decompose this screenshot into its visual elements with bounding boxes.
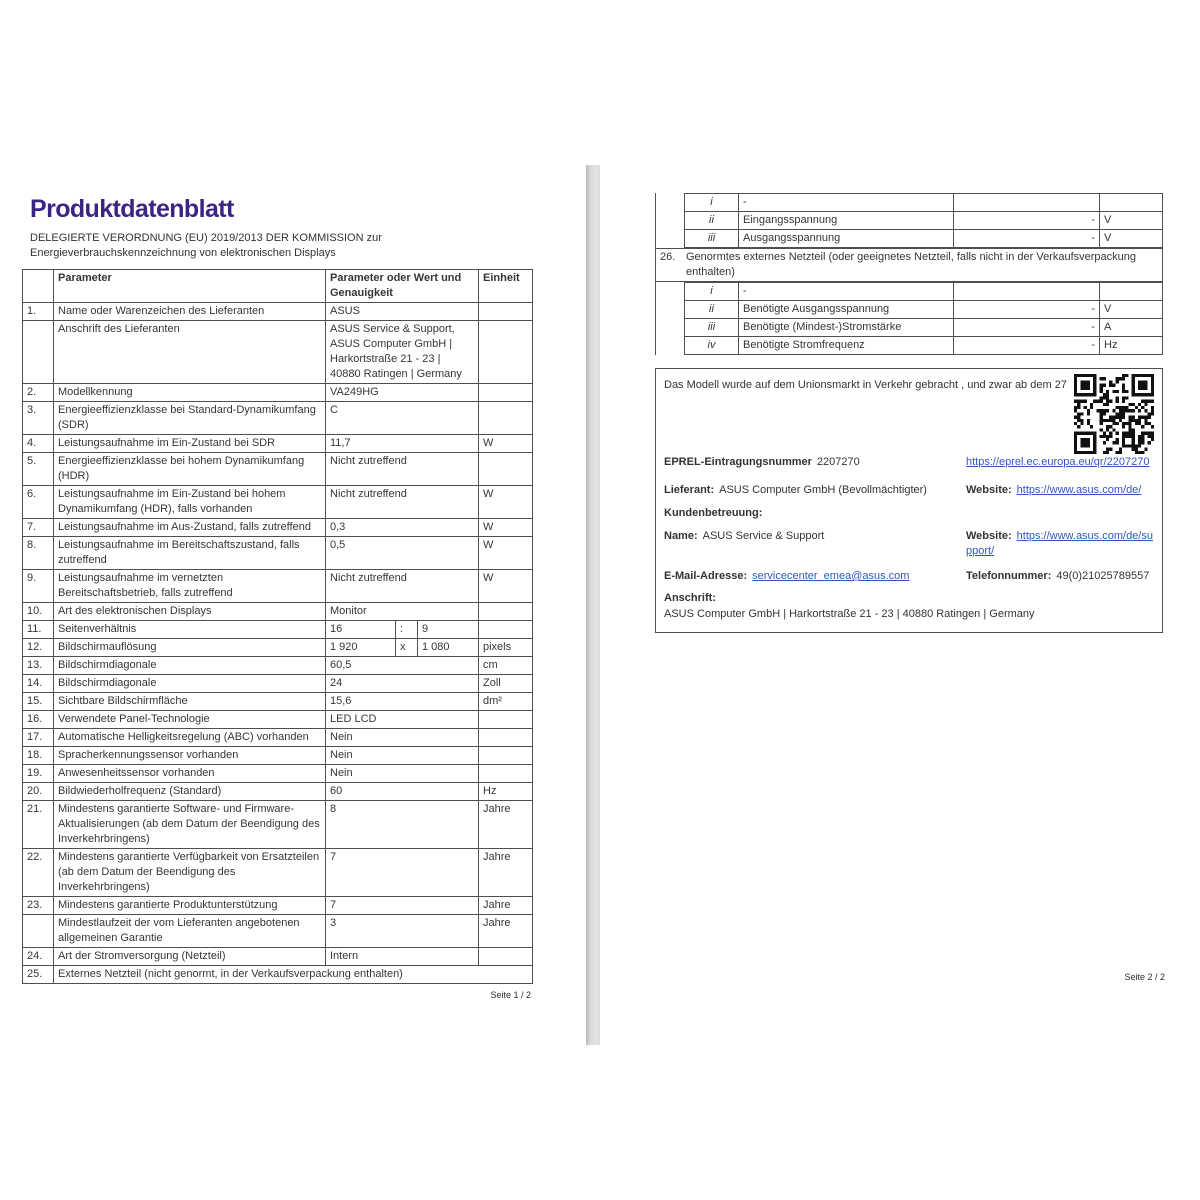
- row-roman-numeral: ii: [685, 301, 739, 319]
- row-value: Nicht zutreffend: [326, 486, 479, 519]
- product-data-table: [22, 269, 533, 984]
- table-row: [23, 897, 533, 915]
- table-row: [23, 537, 533, 570]
- table-row: [23, 453, 533, 486]
- table-row: [23, 849, 533, 897]
- address-label: Anschrift:: [664, 592, 716, 604]
- support-website-label: Website:: [966, 530, 1012, 542]
- row-parameter: Ausgangsspannung: [739, 230, 954, 248]
- table-row: [23, 639, 533, 657]
- row-value-left: 1 920: [326, 639, 396, 657]
- table-row: [23, 603, 533, 621]
- row-number: 5.: [23, 453, 54, 486]
- row-number: 4.: [23, 435, 54, 453]
- address-value: ASUS Computer GmbH | Harkortstraße 21 - 23 | 40880 Ratingen | Germany: [664, 608, 1035, 620]
- row-parameter: Mindestens garantierte Produktunterstützung: [54, 897, 326, 915]
- row-unit: [479, 621, 533, 639]
- row-unit: [1100, 283, 1163, 301]
- row-unit: V: [1100, 230, 1163, 248]
- row-unit: Jahre: [479, 915, 533, 948]
- row-number: 15.: [23, 693, 54, 711]
- row-value: LED LCD: [326, 711, 479, 729]
- table-row: [23, 402, 533, 435]
- email-row: [664, 569, 1154, 584]
- row-unit: pixels: [479, 639, 533, 657]
- page-2: [655, 193, 1163, 1003]
- psu-subtable-top: [684, 193, 1163, 248]
- table-row: [23, 384, 533, 402]
- qr-code: [1070, 374, 1154, 454]
- header-unit: Einheit: [479, 270, 533, 303]
- row-unit: [479, 765, 533, 783]
- table-row: [685, 230, 1163, 248]
- row-parameter: -: [739, 194, 954, 212]
- row-unit: cm: [479, 657, 533, 675]
- row-number: 17.: [23, 729, 54, 747]
- row-number: 6.: [23, 486, 54, 519]
- name-label: Name:: [664, 530, 698, 542]
- table-header-row: [23, 270, 533, 303]
- eprel-number: 2207270: [816, 456, 860, 468]
- row-unit: [479, 711, 533, 729]
- row-value: Nein: [326, 747, 479, 765]
- row-number: 20.: [23, 783, 54, 801]
- table-row: [23, 321, 533, 384]
- row-unit: [479, 603, 533, 621]
- table-row: [23, 657, 533, 675]
- table-row: [23, 915, 533, 948]
- row-number: 11.: [23, 621, 54, 639]
- row-unit: Jahre: [479, 801, 533, 849]
- row-number: 13.: [23, 657, 54, 675]
- row-unit: W: [479, 537, 533, 570]
- row-unit: W: [479, 486, 533, 519]
- table-row: [23, 486, 533, 519]
- row-unit: [479, 747, 533, 765]
- row-number: 19.: [23, 765, 54, 783]
- row-value: C: [326, 402, 479, 435]
- row-parameter: Verwendete Panel-Technologie: [54, 711, 326, 729]
- eprel-row: [664, 455, 1154, 470]
- row-parameter: Mindestens garantierte Verfügbarkeit von Ersatzteilen (ab dem Datum der Beendigung des Inverkehrbringens): [54, 849, 326, 897]
- header-value: Parameter oder Wert und Genauigkeit: [326, 270, 479, 303]
- row-value-right: 9: [418, 621, 479, 639]
- header-parameter: Parameter: [54, 270, 326, 303]
- supplier-row: [664, 483, 1154, 498]
- row-number: 9.: [23, 570, 54, 603]
- row-parameter: -: [739, 283, 954, 301]
- row-number: 8.: [23, 537, 54, 570]
- page2-footer: Seite 2 / 2: [1124, 972, 1165, 982]
- row-unit: [479, 948, 533, 966]
- row-value: [954, 194, 1100, 212]
- market-line: Das Modell wurde auf dem Unionsmarkt in Verkehr gebracht , und zwar ab dem 27: [664, 379, 1067, 391]
- row-value: 0,3: [326, 519, 479, 537]
- row-roman-numeral: iii: [685, 319, 739, 337]
- row-parameter: Leistungsaufnahme im vernetzten Bereitschaftsbetrieb, falls zutreffend: [54, 570, 326, 603]
- row-unit: V: [1100, 212, 1163, 230]
- eprel-link[interactable]: https://eprel.ec.europa.eu/qr/2207270: [966, 456, 1150, 468]
- page1-footer: Seite 1 / 2: [490, 990, 531, 1000]
- row-roman-numeral: iii: [685, 230, 739, 248]
- row-unit: W: [479, 519, 533, 537]
- row-value: 7: [326, 897, 479, 915]
- table-row: [23, 783, 533, 801]
- row-unit: Jahre: [479, 897, 533, 915]
- row-parameter: Benötigte Ausgangsspannung: [739, 301, 954, 319]
- table-row: [23, 435, 533, 453]
- row-number: 24.: [23, 948, 54, 966]
- row-parameter: Energieeffizienzklasse bei hohem Dynamikumfang (HDR): [54, 453, 326, 486]
- page-title: Produktdatenblatt: [30, 195, 234, 223]
- row-value: 60,5: [326, 657, 479, 675]
- row-parameter: Modellkennung: [54, 384, 326, 402]
- eprel-label: EPREL-Eintragungsnummer: [664, 456, 812, 468]
- row-parameter: Bildschirmauflösung: [54, 639, 326, 657]
- email-label: E-Mail-Adresse:: [664, 570, 748, 582]
- psu-subtable-bottom: [684, 282, 1163, 355]
- row-unit: Jahre: [479, 849, 533, 897]
- row-parameter: Energieeffizienzklasse bei Standard-Dynamikumfang (SDR): [54, 402, 326, 435]
- table-row: [23, 570, 533, 603]
- row-value: VA249HG: [326, 384, 479, 402]
- row-number: 16.: [23, 711, 54, 729]
- service-name-row: [664, 529, 1154, 559]
- row-number: 23.: [23, 897, 54, 915]
- table-row: [23, 621, 533, 639]
- row-roman-numeral: i: [685, 283, 739, 301]
- row-number: 10.: [23, 603, 54, 621]
- row-value-separator: x: [396, 639, 418, 657]
- support-website-link[interactable]: https://www.asus.com/de/support/: [966, 530, 1153, 557]
- row-unit: Zoll: [479, 675, 533, 693]
- row-parameter: Bildschirmdiagonale: [54, 657, 326, 675]
- table-row: [23, 675, 533, 693]
- row-value: Nicht zutreffend: [326, 570, 479, 603]
- row-number: 25.: [23, 966, 54, 984]
- row-parameter: Anschrift des Lieferanten: [54, 321, 326, 384]
- table-row: [23, 303, 533, 321]
- row-number: 14.: [23, 675, 54, 693]
- row-parameter: Benötigte (Mindest-)Stromstärke: [739, 319, 954, 337]
- row-value: Monitor: [326, 603, 479, 621]
- website-label: Website:: [966, 484, 1012, 496]
- row-value: 0,5: [326, 537, 479, 570]
- name-value: ASUS Service & Support: [702, 530, 825, 542]
- table-row: [23, 693, 533, 711]
- row-parameter: Benötigte Stromfrequenz: [739, 337, 954, 355]
- row-value: Intern: [326, 948, 479, 966]
- row-unit: [479, 321, 533, 384]
- row-value: -: [954, 230, 1100, 248]
- row-26-text: Genormtes externes Netzteil (oder geeignetes Netzteil, falls nicht in der Verkaufsverpackung enthalten): [686, 251, 1137, 278]
- row-unit: [479, 303, 533, 321]
- row-number: 2.: [23, 384, 54, 402]
- page-1: [22, 195, 532, 1000]
- website-link[interactable]: https://www.asus.com/de/: [1016, 484, 1142, 496]
- row-parameter: Bildschirmdiagonale: [54, 675, 326, 693]
- subtitle: [30, 231, 532, 261]
- table-row: [685, 319, 1163, 337]
- table-row: [23, 801, 533, 849]
- phone-value: 49(0)21025789557: [1056, 570, 1150, 582]
- table-row: [23, 519, 533, 537]
- table-row: [23, 765, 533, 783]
- customer-care-label: Kundenbetreuung:: [664, 507, 763, 519]
- row-value: Nein: [326, 765, 479, 783]
- row-value: ASUS: [326, 303, 479, 321]
- page-divider-bar: [586, 165, 600, 1045]
- model-info-box: [655, 368, 1163, 633]
- external-psu-table: [655, 193, 1163, 355]
- row-parameter: Externes Netzteil (nicht genormt, in der Verkaufsverpackung enthalten): [54, 966, 533, 984]
- row-unit: [479, 453, 533, 486]
- row-unit: [479, 384, 533, 402]
- row-parameter: Leistungsaufnahme im Ein-Zustand bei hohem Dynamikumfang (HDR), falls vorhanden: [54, 486, 326, 519]
- row-26: [656, 248, 1163, 282]
- row-value: Nicht zutreffend: [326, 453, 479, 486]
- row-value: -: [954, 301, 1100, 319]
- row-number: 21.: [23, 801, 54, 849]
- row-number: 1.: [23, 303, 54, 321]
- subtitle-line-2: Energieverbrauchskennzeichnung von elektronischen Displays: [30, 247, 336, 259]
- table-row: [23, 729, 533, 747]
- phone-label: Telefonnummer:: [966, 570, 1052, 582]
- row-value-right: 1 080: [418, 639, 479, 657]
- row-roman-numeral: ii: [685, 212, 739, 230]
- row-roman-numeral: i: [685, 194, 739, 212]
- row-parameter: Mindestens garantierte Software- und Firmware-Aktualisierungen (ab dem Datum der Beendigung des Inverkehrbringens): [54, 801, 326, 849]
- row-parameter: Seitenverhältnis: [54, 621, 326, 639]
- table-row: [685, 283, 1163, 301]
- row-parameter: Automatische Helligkeitsregelung (ABC) vorhanden: [54, 729, 326, 747]
- table-row: [23, 747, 533, 765]
- row-value: -: [954, 337, 1100, 355]
- table-row: [685, 301, 1163, 319]
- row-unit: W: [479, 570, 533, 603]
- row-parameter: Anwesenheitssensor vorhanden: [54, 765, 326, 783]
- row-number: 7.: [23, 519, 54, 537]
- row-parameter: Sichtbare Bildschirmfläche: [54, 693, 326, 711]
- row-parameter: Bildwiederholfrequenz (Standard): [54, 783, 326, 801]
- row-parameter: Name oder Warenzeichen des Lieferanten: [54, 303, 326, 321]
- row-parameter: Leistungsaufnahme im Ein-Zustand bei SDR: [54, 435, 326, 453]
- row-parameter: Art der Stromversorgung (Netzteil): [54, 948, 326, 966]
- table-row: [685, 212, 1163, 230]
- row-value: -: [954, 212, 1100, 230]
- row-value: 24: [326, 675, 479, 693]
- row-number: 3.: [23, 402, 54, 435]
- row-value-separator: :: [396, 621, 418, 639]
- row-value: ASUS Service & Support, ASUS Computer GmbH | Harkortstraße 21 - 23 | 40880 Ratingen | Germany: [326, 321, 479, 384]
- row-unit: Hz: [479, 783, 533, 801]
- table-row: [685, 194, 1163, 212]
- subtitle-line-1: DELEGIERTE VERORDNUNG (EU) 2019/2013 DER KOMMISSION zur: [30, 232, 382, 244]
- row-value: 3: [326, 915, 479, 948]
- eprel-number-group: [664, 455, 966, 470]
- row-number: 18.: [23, 747, 54, 765]
- row-value: 15,6: [326, 693, 479, 711]
- table-row: [23, 948, 533, 966]
- row-unit: [479, 729, 533, 747]
- row-unit: Hz: [1100, 337, 1163, 355]
- supplier-label: Lieferant:: [664, 484, 715, 496]
- row-value: -: [954, 319, 1100, 337]
- row-parameter: Leistungsaufnahme im Bereitschaftszustand, falls zutreffend: [54, 537, 326, 570]
- row-unit: W: [479, 435, 533, 453]
- row-unit: A: [1100, 319, 1163, 337]
- table-row: [685, 337, 1163, 355]
- row-number: [23, 915, 54, 948]
- row-roman-numeral: iv: [685, 337, 739, 355]
- header-number-cell: [23, 270, 54, 303]
- row-value-left: 16: [326, 621, 396, 639]
- row-number: [23, 321, 54, 384]
- row-unit: [1100, 194, 1163, 212]
- row-unit: dm²: [479, 693, 533, 711]
- row-26-number: 26.: [660, 251, 676, 263]
- row-parameter: Leistungsaufnahme im Aus-Zustand, falls zutreffend: [54, 519, 326, 537]
- row-parameter: Mindestlaufzeit der vom Lieferanten angebotenen allgemeinen Garantie: [54, 915, 326, 948]
- supplier-value: ASUS Computer GmbH (Bevollmächtigter): [719, 484, 927, 496]
- row-unit: [479, 402, 533, 435]
- row-parameter: Eingangsspannung: [739, 212, 954, 230]
- row-value: [954, 283, 1100, 301]
- row-parameter: Spracherkennungssensor vorhanden: [54, 747, 326, 765]
- row-number: 12.: [23, 639, 54, 657]
- row-value: Nein: [326, 729, 479, 747]
- row-value: 7: [326, 849, 479, 897]
- table-row: [23, 966, 533, 984]
- email-link[interactable]: servicecenter_emea@asus.com: [752, 570, 910, 582]
- row-parameter: Art des elektronischen Displays: [54, 603, 326, 621]
- row-value: 11,7: [326, 435, 479, 453]
- table-row: [23, 711, 533, 729]
- row-number: 22.: [23, 849, 54, 897]
- row-value: 8: [326, 801, 479, 849]
- row-value: 60: [326, 783, 479, 801]
- row-unit: V: [1100, 301, 1163, 319]
